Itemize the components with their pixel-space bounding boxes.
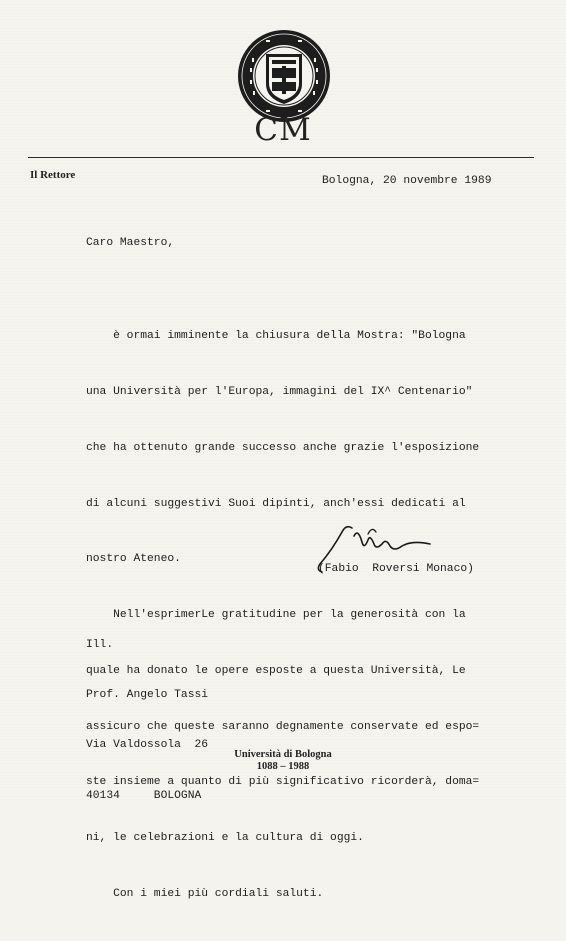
body-line: è ormai imminente la chiusura della Mostra: "Bologna bbox=[86, 330, 466, 343]
signer-name: (Fabio Roversi Monaco) bbox=[318, 563, 474, 575]
letterhead-office: Il Rettore bbox=[30, 169, 76, 181]
letterhead-footer bbox=[0, 749, 566, 773]
body-line: quale ha donato le opere esposte a questa Università, Le bbox=[86, 664, 466, 677]
body-line: di alcuni suggestivi Suoi dipinti, anch'essi dedicati al bbox=[86, 497, 466, 510]
letter-salutation: Caro Maestro, bbox=[86, 237, 175, 249]
body-line: nostro Ateneo. bbox=[86, 553, 181, 566]
body-line: Con i miei più cordiali saluti. bbox=[86, 888, 324, 900]
address-line: Prof. Angelo Tassi bbox=[86, 688, 209, 701]
university-seal-icon bbox=[236, 28, 332, 124]
recipient-address bbox=[86, 603, 208, 838]
address-line: 40134 BOLOGNA bbox=[86, 789, 202, 802]
body-line: ni, le celebrazioni e la cultura di oggi. bbox=[86, 832, 364, 845]
footer-years: 1088 – 1988 bbox=[256, 761, 310, 772]
footer-institution: Università di Bologna bbox=[234, 749, 332, 760]
address-line: Via Valdossola 26 bbox=[86, 739, 209, 752]
body-line: una Università per l'Europa, immagini del IX^ Centenario" bbox=[86, 385, 473, 398]
body-line: che ha ottenuto grande successo anche grazie l'esposizione bbox=[86, 441, 480, 454]
body-line: assicuro che queste saranno degnamente conservate ed espo= bbox=[86, 720, 480, 733]
address-line: Ill. bbox=[86, 638, 114, 651]
letter-date: Bologna, 20 novembre 1989 bbox=[322, 175, 492, 187]
letterhead-monogram: CM bbox=[254, 112, 312, 148]
letterhead-divider bbox=[28, 157, 534, 158]
body-line: Nell'esprimerLe gratitudine per la generosità con la bbox=[86, 609, 466, 622]
body-line: ste insieme a quanto di più significativo ricorderà, doma= bbox=[86, 776, 480, 789]
